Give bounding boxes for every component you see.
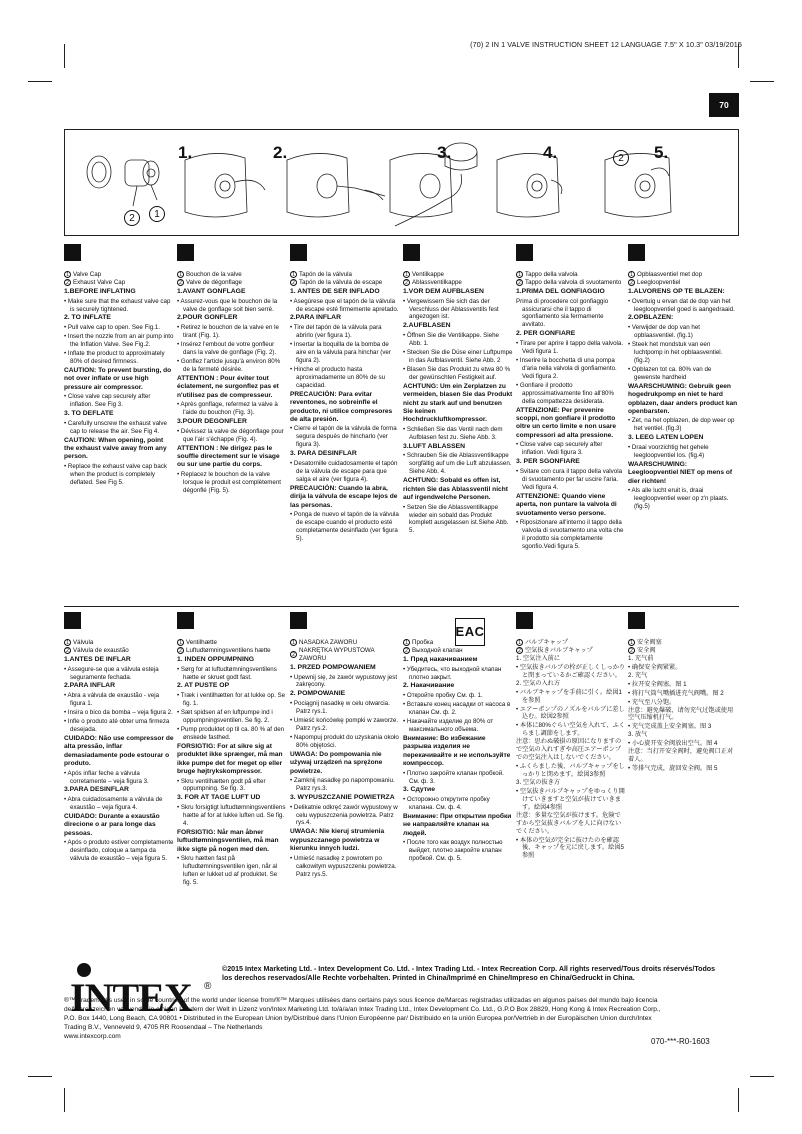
language-section <box>516 244 626 551</box>
instruction-text: • Pull valve cap to open. See Fig.1. <box>64 324 161 332</box>
language-flag-icon <box>290 612 307 629</box>
legend-number-icon: 2 <box>516 279 523 286</box>
part-legend <box>516 279 626 287</box>
instruction-text: • Setzen Sie die Ablassventilkappe wieder ein sobald das Produkt komplett ausgelassen ist.Siehe Abb. 5. <box>403 503 509 535</box>
instruction-text: • Убедитесь, что выходной клапан плотно закрыт. <box>403 665 502 681</box>
instruction-text: • Sørg for at luftudtømningsventilens hætte er skruet godt fast. <box>177 665 277 681</box>
step-heading: 1. Пред накачиванием <box>403 655 478 663</box>
legend-number-icon: 2 <box>290 279 297 286</box>
instruction-text: • Umieść nasadkę z powrotem po całkowitym wypuszczeniu powietrza. Patrz rys.5. <box>290 854 397 878</box>
step-number: 4. <box>543 143 558 162</box>
step-heading: 1. ANTES DE SER INFLADO <box>290 287 380 295</box>
instruction-text: • 小心旋开安全阀放出空气。图 4 <box>628 740 718 748</box>
legend-number-icon: 2 <box>403 279 410 286</box>
step-heading: 1.BEFORE INFLATING <box>64 287 136 295</box>
part-legend <box>516 639 626 647</box>
instruction-text: • Осторожно открутите пробку клапана. См. ф. 4. <box>403 796 490 812</box>
legend-number-icon: 1 <box>403 639 410 646</box>
section-divider <box>64 606 739 607</box>
part-legend <box>290 647 400 663</box>
part-legend <box>403 279 513 287</box>
legend-label: Bouchon de la valve <box>186 271 242 278</box>
step-heading: 3. PARA DESINFLAR <box>290 450 357 458</box>
product-code: 070-***-R0-1603 <box>651 1037 710 1046</box>
part-legend <box>290 639 400 647</box>
instruction-text: • Retirez le bouchon de la valve en le tirant (Fig. 1). <box>177 324 279 340</box>
instruction-text: 1. 充气前 <box>628 654 654 662</box>
step-heading: 2. POMPOWANIE <box>290 690 346 698</box>
instruction-text: • 等排气完成，旋回安全阀。图 5 <box>628 765 718 773</box>
step-heading: 1.ALVORENS OP TE BLAZEN: <box>628 287 725 295</box>
warning-text: Внимание: При открытии пробки не направляйте клапан на людей. <box>403 813 512 837</box>
instruction-text: • Træk i ventilhætten for at lukke op. Se fig. 1. <box>177 692 286 708</box>
instruction-text: • Upewnij się, że zawór wypustowy jest zakręcony. <box>290 673 398 689</box>
legend-number-icon: 1 <box>403 271 410 278</box>
step-number: 3. <box>437 143 452 162</box>
part-legend <box>628 279 738 287</box>
instruction-text: • バルブキャップを手前に引く。絵図1を参照 <box>516 688 622 704</box>
step-heading: 1. PRZED POMPOWANIEM <box>290 663 376 671</box>
instruction-text: 1. 空気注入前に <box>516 654 561 662</box>
warning-text: UWAGA: Do pompowania nie używaj urządzeń na sprężone powietrze. <box>290 750 383 775</box>
legend-label: Opblaasventiel met dop <box>637 271 703 278</box>
instruction-text: • Insira o bico da bomba – veja figura 2. <box>64 709 173 716</box>
instruction-text: • Zet, na het opblazen, de dop weer op het ventiel. (fig.3) <box>628 417 735 433</box>
fig1-drawing <box>185 153 265 217</box>
instruction-text: • Skru ventilhætten godt på efter oppumpning. Se fig. 3. <box>177 777 266 793</box>
instruction-text: • Replacez le bouchon de la valve lorsque le produit est complètement dégonflé (Fig. 5). <box>177 470 282 494</box>
legend-number-icon: 1 <box>64 271 71 278</box>
language-flag-icon <box>628 244 645 261</box>
instruction-text: • Öffnen Sie die Ventilkappe. Siehe Abb. 1. <box>403 332 499 347</box>
instruction-text: • Insertar la boquilla de la bomba de aire en la válvula para hinchar (ver figura 2). <box>290 341 391 364</box>
instruction-text: • Insérez l'embout de votre gonfleur dans la valve de gonflage (Fig. 2). <box>177 341 277 356</box>
legend-number-icon: 2 <box>177 647 184 654</box>
language-section <box>403 612 513 863</box>
instruction-text: • Tire del tapón de la válvula para abrirlo (ver figura 1). <box>290 324 382 340</box>
step-heading: 2.OPBLAZEN: <box>628 314 674 322</box>
instruction-text: • Pump produktet op til ca. 80 % af den ønskede fasthed. <box>177 725 285 741</box>
language-section <box>290 244 400 543</box>
step-heading: 2.PARA INFLAR <box>64 682 115 690</box>
part-legend <box>290 279 400 287</box>
legend-label: Tappo della valvola <box>525 271 578 278</box>
part-legend <box>177 271 287 279</box>
legend-label: Válvula de exaustão <box>73 646 129 654</box>
trademark-text <box>64 997 664 1041</box>
warning-text: Внимание: Во избежание разрыва изделия не перекачивайте и не используйте компрессор. <box>403 734 511 768</box>
language-flag-icon <box>516 244 533 261</box>
instruction-text: 2. 空気の入れ方 <box>516 679 561 687</box>
legend-number-icon: 1 <box>516 639 523 646</box>
crop-mark <box>750 1076 774 1077</box>
legend-number-icon: 2 <box>290 651 297 658</box>
instruction-text: • Assurez-vous que le bouchon de la valve de gonflage soit bien serré. <box>177 297 278 313</box>
instruction-text: 3. 放气 <box>628 731 648 739</box>
language-section <box>290 612 400 879</box>
legend-label: NAKRĘTKA WYPUSTOWA ZAWORU <box>299 646 375 662</box>
instruction-text: • Skru forsigtigt luftudtømningsventilens hætte af for at lukke luften ud. Se fig. 4. <box>177 804 286 827</box>
legend-label: Leegloopventiel <box>637 278 681 286</box>
step-heading: 2. PER GONFIARE <box>516 330 576 338</box>
legend-label: バルブキャップ <box>525 639 569 646</box>
language-section <box>516 612 626 860</box>
instruction-text: • Carefully unscrew the exhaust valve cap to release the air. See Fig 4. <box>64 419 167 435</box>
part-legend <box>403 271 513 279</box>
warning-text: ATTENTION : Pour éviter tout éclatement, ne surgonflez pas et n'utilisez pas de compresseur. <box>177 374 279 399</box>
language-flag-icon <box>516 612 533 629</box>
instruction-text: • Tirare per aprire il tappo della valvola. Vedi figura 1. <box>516 340 624 355</box>
warning-text: CUIDADO: Não use compressor de alta pressão, inflar demasiadamente pode estourar o produto. <box>64 734 174 768</box>
part-legend <box>516 647 626 655</box>
part-legend <box>628 639 738 647</box>
step-number: 5. <box>654 143 669 162</box>
step-heading: 1. INDEN OPPUMPNING <box>177 655 255 663</box>
crop-mark <box>738 1088 739 1112</box>
instruction-text: • Desatornille cuidadosamente el tapón de la válvula de escape para que salga el aire (ver figura 4). <box>290 459 398 483</box>
step-heading: 3.LUFT ABLASSEN <box>403 442 466 450</box>
step-heading: 3. FOR AT TAGE LUFT UD <box>177 794 261 802</box>
instruction-text: • Make sure that the exhaust valve cap is securely tightened. <box>64 297 171 313</box>
legend-number-icon: 1 <box>177 271 184 278</box>
step-heading: 3.PARA DESINFLAR <box>64 786 129 794</box>
instruction-text: • Zamknij nasadkę po napompowaniu. Patrz rys.3. <box>290 777 395 792</box>
legend-label: 安全阀塞 <box>637 639 662 646</box>
legend-label: NASADKA ZAWORU <box>299 639 358 646</box>
legend-label: Ablassventilkappe <box>412 278 462 286</box>
legend-number-icon: 1 <box>628 639 635 646</box>
language-flag-icon <box>177 244 194 261</box>
warning-text: WAARSCHUWING: Leegloopventiel NIET op mens of dier richten! <box>628 460 733 485</box>
instruction-text: • Après gonflage, refermez la valve à l'aide du bouchon (Fig. 3). <box>177 401 278 416</box>
legend-label: Valve Cap <box>73 271 102 278</box>
svg-text:®: ® <box>204 981 212 992</box>
warning-text: PRECAUCIÓN: Para evitar reventones, no sobreinfle el producto, ni utilice compresores de alta presión. <box>290 390 393 423</box>
instruction-text: • Napompuj produkt do uzyskania około 80% objętości. <box>290 733 399 749</box>
instruction-text: • Insert the nozzle from an air pump into the Inflation Valve. See Fig.2. <box>64 333 174 348</box>
legend-label: 空気抜きバルブキャップ <box>525 646 593 654</box>
warning-text: FORSIGTIG: For at sikre sig at produktet ikke sprænger, må man ikke pumpe det for meget op eller bruge højtrykskompressor. <box>177 742 283 776</box>
part-legend <box>64 271 174 279</box>
step-heading: 3. WYPUSZCZANIE POWIETRZA <box>290 793 395 801</box>
language-flag-icon <box>177 612 194 629</box>
legend-number-icon: 1 <box>290 639 297 646</box>
instruction-text: • Assegure-se que a válvula esteja seguramente fechada. <box>64 665 159 681</box>
callout-number: 1 <box>149 206 165 222</box>
instruction-text: • Hinche el producto hasta aproximadamente un 80% de su capacidad. <box>290 365 386 389</box>
instruction-text: • Abra cuidadosamente a válvula de exaustão – veja figura 4. <box>64 796 163 812</box>
eac-certification-mark: EAC <box>455 618 485 646</box>
warning-text: CUIDADO: Durante a exaustão direcione o ar para longe das pessoas. <box>64 813 160 837</box>
warning-text: FORSIGTIG: Når man åbner luftudtømningsventilen, må man ikke sigte på nogen med den. <box>177 828 279 853</box>
instruction-text: 3. 空気の抜き方 <box>516 778 561 786</box>
instruction-text: • Pociągnij nasadkę w celu otwarcia. Patrz rys.1. <box>290 700 390 715</box>
part-legend <box>516 271 626 279</box>
illustration-panel <box>64 129 739 236</box>
instruction-text: • Вставьте конец насадки от насоса в клапан См. ф. 2. <box>403 701 511 716</box>
instruction-text: • Sæt spidsen af en luftpumpe ind i oppumpningsventilen. Se fig. 2. <box>177 709 273 724</box>
language-section <box>177 612 287 887</box>
warning-text: CAUTION: When opening, point the exhaust valve away from any person. <box>64 436 167 461</box>
legend-label: Tapón de la válvula <box>299 271 352 278</box>
callout-number: 2 <box>613 150 629 166</box>
warning-text: UWAGA: Nie kieruj strumienia wypuszczanego powietrza w kierunku innych ludzi. <box>290 828 385 853</box>
instruction-text: • Inflate the product to approximately 80% of desired firmness. <box>64 349 165 365</box>
legend-label: Tappo della valvola di svuotamento <box>525 278 622 286</box>
step-heading: 3. PER SGONFIARE <box>516 458 580 466</box>
instruction-text: 注意：思わぬ破損の原因になりますので空気の入れすぎや高圧エアーポンプでの空気注入はしないでください。 <box>516 738 622 762</box>
step-heading: 3. TO DEFLATE <box>64 410 114 417</box>
part-legend <box>290 271 400 279</box>
part-legend <box>64 639 174 647</box>
legend-number-icon: 1 <box>516 271 523 278</box>
instruction-text: • Umieść końcówkę pompki w zaworze. Patrz rys.2. <box>290 716 399 732</box>
instruction-text: • 拉开安全阀塞。图 1 <box>628 680 687 688</box>
instruction-text: • Накачайте изделие до 80% от максимального объема. <box>403 717 494 733</box>
language-section <box>64 612 174 863</box>
language-flag-icon <box>64 244 81 261</box>
warning-text: ATTENTION : Ne dirigez pas le souffle directement sur le visage ou sur une partie du corps. <box>177 444 280 469</box>
step-number: 2. <box>273 143 288 162</box>
step-heading: 2. Накачивание <box>403 682 455 690</box>
legend-number-icon: 2 <box>516 647 523 654</box>
instruction-text: • Cierre el tapón de la válvula de forma segura después de hincharlo (ver figura 3). <box>290 425 397 449</box>
part-legend <box>177 279 287 287</box>
instruction-text: • 本体の空気が完全に抜けたのを確認後、キャップを元に戻します。絵図5参照 <box>516 836 624 860</box>
language-flag-icon <box>64 612 81 629</box>
instruction-text: • Vergewissern Sie sich das der Verschluss der Ablassventils fest angezogen ist. <box>403 297 499 321</box>
legend-number-icon: 2 <box>403 647 410 654</box>
legend-label: Ventilhætte <box>186 639 217 646</box>
step-heading: 2.AUFBLASEN <box>403 322 451 330</box>
language-section <box>403 244 513 535</box>
instruction-text: • 空気抜きバルブキャップをゆっくり開けていきますと空気が抜けていきます。絵図4参照 <box>516 787 625 811</box>
part-legend <box>628 271 738 279</box>
instruction-text: • Opblazen tot ca. 80% van de gewenste hardheid <box>628 365 712 381</box>
legend-number-icon: 1 <box>290 271 297 278</box>
instruction-text: 2. 充气 <box>628 671 648 679</box>
instruction-text: • Verwijder de dop van het opblaasventiel. (fig.1) <box>628 324 700 340</box>
warning-text: ATTENZIONE: Quando viene aperta, non puntare la valvola di svuotamento verso persone. <box>516 492 617 517</box>
step-heading: 1.VOR DEM AUFBLASEN <box>403 287 484 295</box>
page-number-badge: 70 <box>709 93 739 117</box>
legend-number-icon: 1 <box>628 271 635 278</box>
instruction-text: • Schließen Sie das Ventil nach dem Aufblasen fest zu. Siehe Abb. 3. <box>403 425 503 441</box>
instruction-text: • 将打气筒气嘴插进充气阀嘴。图 2 <box>628 689 724 697</box>
part-legend <box>403 647 513 655</box>
instruction-text: • 充气至八分饱。 <box>628 698 676 706</box>
step-heading: 3.POUR DEGONFLER <box>177 417 247 425</box>
instruction-text: • Close valve cap securely after inflation. Vedi figura 3. <box>516 441 603 457</box>
instruction-text: • Ponga de nuevo el tapón de la válvula de escape cuando el producto esté completamente desinflado (ver figura 5). <box>290 511 399 542</box>
warning-text: CAUTION: To prevent bursting, do not over inflate or use high pressure air compressor. <box>64 366 172 391</box>
step-heading: 2.PARA INFLAR <box>290 314 341 322</box>
legend-number-icon: 2 <box>64 279 71 286</box>
instruction-text: • Após o produto estiver completamente desinflado, coloque a tampa da válvula de exaustão – veja figura 5. <box>64 839 174 863</box>
crop-mark <box>64 1088 65 1112</box>
crop-mark <box>64 44 65 68</box>
legend-label: Пробка <box>412 639 434 646</box>
fig3-drawing <box>390 143 477 226</box>
legend-label: Valve de dégonflage <box>186 278 242 286</box>
instruction-text: • Als alle lucht eruit is, draai leegloopventiel weer op z'n plaats. (fig.5) <box>628 487 729 511</box>
warning-text: ACHTUNG: Sobald es offen ist, richten Sie das Ablassventil nicht auf irgendwelche Personen. <box>403 477 508 502</box>
legend-number-icon: 2 <box>177 279 184 286</box>
instruction-text: • Svitare con cura il tappo della valvola di svuotamento per far uscire l'aria. Vedi figura 4. <box>516 467 623 491</box>
instruction-text: • 充气完成盖上安全阀塞。图 3 <box>628 723 712 731</box>
part-legend <box>64 279 174 287</box>
instruction-text: • Gonfiare il prodotto approssimativamente fino all'80% della compattezza desiderata. <box>516 381 614 405</box>
step-heading: 3. LEEG LATEN LOPEN <box>628 434 704 442</box>
legend-label: Exhaust Valve Cap <box>73 278 126 286</box>
instruction-text: • Inserire la bocchetta di una pompa d'aria nella valvola di gonfiamento. Vedi figura 2. <box>516 356 617 380</box>
legend-number-icon: 2 <box>628 279 635 286</box>
legend-number-icon: 2 <box>64 647 71 654</box>
instruction-text: 注意：避免爆破，请勿充气过饱或使用空气压缩机打气。 <box>628 706 734 722</box>
step-heading: 3. Сдутие <box>403 786 436 794</box>
step-heading: 1.PRIMA DEL GONFIAGGIO <box>516 287 605 295</box>
valve-closeup-drawing <box>87 156 159 206</box>
part-legend <box>628 647 738 655</box>
warning-text: ACHTUNG: Um ein Zerplatzen zu vermeiden, blasen Sie das Produkt nicht zu stark auf und benutzen Sie keinen Hochdruckluftkompressor. <box>403 382 513 424</box>
warning-text: PRECAUCIÓN: Cuando la abra, dirija la válvula de escape lejos de las personas. <box>290 484 398 509</box>
instruction-text: • 确保安全阀紧紧。 <box>628 663 682 671</box>
legend-label: Válvula <box>73 639 94 646</box>
crop-mark <box>28 81 52 82</box>
legend-number-icon: 1 <box>177 639 184 646</box>
callout-number: 2 <box>124 210 140 226</box>
instruction-text: • Replace the exhaust valve cap back when the product is completely deflated. See Fig 5. <box>64 462 167 486</box>
copyright-text: ©2015 Intex Marketing Ltd. - Intex Development Co. Ltd. - Intex Trading Ltd. - Intex Recreation Corp. All rights reserved/Tous droits réservés/Todos los derechos reservados/Alle Rechte vorbehalten. Printed in China/Imprimé en Chine/Impreso en China/Gedruckt in China. <box>222 965 716 983</box>
instruction-text: • Draai voorzichtig het gehele leegloopventiel los. (fig.4) <box>628 444 709 459</box>
instruction-text: • Close valve cap securely after inflation. See Fig 3. <box>64 393 151 409</box>
instruction-text: • Asegúrese que el tapón de la válvula de escape esté firmemente apretado. <box>290 297 399 313</box>
svg-text:INTEX: INTEX <box>70 975 192 1020</box>
instruction-text: • ふくらました後、バルブキャップをしっかりと閉めます。絵図3参照 <box>516 763 625 778</box>
legend-number-icon: 2 <box>628 647 635 654</box>
instruction-text: • 空気抜きバルブの栓が正しくしっかりと閉まっているかご確認ください。 <box>516 663 626 679</box>
instruction-text: • Overtuig u ervan dat de dop van het leegloopventiel goed is aangedraaid. <box>628 297 735 313</box>
instruction-text: • Após inflar feche a válvula corretamente – veja figura 3. <box>64 769 149 785</box>
instruction-text: • После того как воздух полностью выйдет, плотно закройте клапан пробкой. См. ф. 5. <box>403 839 503 863</box>
legend-label: Ventilkappe <box>412 271 444 278</box>
document-header: (70) 2 IN 1 VALVE INSTRUCTION SHEET 12 LANGUAGE 7.5" X 10.3" 03/19/2015 <box>470 40 742 49</box>
valve-illustration <box>65 130 740 237</box>
language-section <box>177 244 287 495</box>
instruction-text: • Stecken Sie die Düse einer Luftpumpe in das Aufblasventil. Siehe Abb. 2 <box>403 348 513 364</box>
instruction-text: • エアーポンプのノズルをバルブに差し込む。絵図2参照 <box>516 705 625 721</box>
legend-label: Luftudtømningsventilens hætte <box>186 646 271 654</box>
step-number: 1. <box>178 143 193 162</box>
instruction-text: • Плотно закройте клапан пробкой. См. ф. 3. <box>403 769 504 785</box>
crop-mark <box>28 1076 52 1077</box>
website-link[interactable]: www.intexcorp.com <box>64 1032 121 1040</box>
trademark-line: ®™ Trademarks used in some countries of the world under license from/®™ Marques utilisées dans certains pays sous licence de/Marcas registradas utilizadas en algunos países del mundo bajo licencia de/Warenzeichen verwendet in einigen Ländern der Welt in Lizenz von/Intex Marketing Ltd. to/à/a/an Intex Trading Ltd., Intex Development Co. Ltd., G.P.O Box 28829, Hong Kong & Intex Recreation Corp., P.O. Box 1440, Long Beach, CA 90801 • Distributed in the European Union by/Distribué dans l'Union Européenne par/ Distribuido en la unión Europea por/Vertrieb in der Europäischen Union durch/Intex Trading B.V., Venneveld 9, 4705 RR Roosendaal – The Netherlands <box>64 997 661 1031</box>
instruction-text: Prima di procedere col gonfiaggio assicurarsi che il tappo di sgonfiamento sia fermamente avvitato. <box>516 297 609 329</box>
legend-number-icon: 1 <box>64 639 71 646</box>
step-heading: 2.POUR GONFLER <box>177 314 238 322</box>
instruction-text: 注意：当打开安全阀时，避免阀口正对着人。 <box>628 748 734 764</box>
instruction-text: 注意：多量な空気が抜けます。危険ですから空気抜きバルブを人に向けないでください。 <box>516 811 622 835</box>
legend-label: Выходной клапан <box>412 646 463 654</box>
instruction-text: • Blasen Sie das Produkt zu etwa 80 % der gewünschten Festigkeit auf. <box>403 365 511 381</box>
instruction-text: • Delikatnie odkręć zawór wypustowy w celu wypuszczenia powietrza. Patrz rys.4. <box>290 803 398 827</box>
legend-label: Tapón de la válvula de escape <box>299 278 383 286</box>
instruction-text: • Dévissez la valve de dégonflage pour que l'air s'échappe (Fig. 4). <box>177 427 284 443</box>
language-flag-icon <box>290 244 307 261</box>
step-heading: 2. TO INFLATE <box>64 314 111 322</box>
instruction-text: • Infle o produto até obter uma firmeza desejada. <box>64 717 170 733</box>
step-heading: 1.ANTES DE INFLAR <box>64 655 131 663</box>
part-legend <box>64 647 174 655</box>
crop-mark <box>750 81 774 82</box>
instruction-text: • Steek het mondstuk van een luchtpomp in het opblaasventiel. (fig.2) <box>628 341 723 364</box>
instruction-text: • Откройте пробку См. ф. 1. <box>403 692 483 700</box>
part-legend <box>177 639 287 647</box>
instruction-text: • Skru hætten fast på luftudtømningsventilen igen, når al luften er lukket ud af produktet. Se fig. 5. <box>177 855 278 886</box>
instruction-text: • Schrauben Sie die Ablassventilkappe sorgfältig auf um die Luft abzulassen. Siehe Abb. 4. <box>403 452 512 476</box>
fig2-drawing <box>287 153 385 217</box>
language-flag-icon <box>403 244 420 261</box>
language-section <box>64 244 174 487</box>
instruction-text: • Riposizionare all'interno il tappo della valvola di svuotamento una volta che il prodotto sia completamente sgonfio.Vedi figura 5. <box>516 518 624 550</box>
legend-label: 安全阀 <box>637 646 656 654</box>
language-section <box>628 244 738 511</box>
warning-text: WAARSCHUWING: Gebruik geen hogedrukpomp en niet te hard opblazen, daar anders product kan openbarsten. <box>628 382 738 415</box>
instruction-text: • Abra a válvula de exaustão - veja figura 1. <box>64 692 160 708</box>
instruction-text: • Gonflez l'article jusqu'à environ 80% de la fermeté désirée. <box>177 357 281 373</box>
step-heading: 2. AT PUSTE OP <box>177 682 230 690</box>
language-flag-icon <box>628 612 645 629</box>
step-heading: 1.AVANT GONFLAGE <box>177 287 246 295</box>
language-section <box>628 612 738 773</box>
instruction-text: • 本体に80%ぐらい空気を入れて、ふくらまし調節をします。 <box>516 722 625 738</box>
warning-text: ATTENZIONE: Per prevenire scoppi, non gonfiare il prodotto oltre un certo limite e non usare compressori ad alta pressione. <box>516 406 617 439</box>
part-legend <box>177 647 287 655</box>
